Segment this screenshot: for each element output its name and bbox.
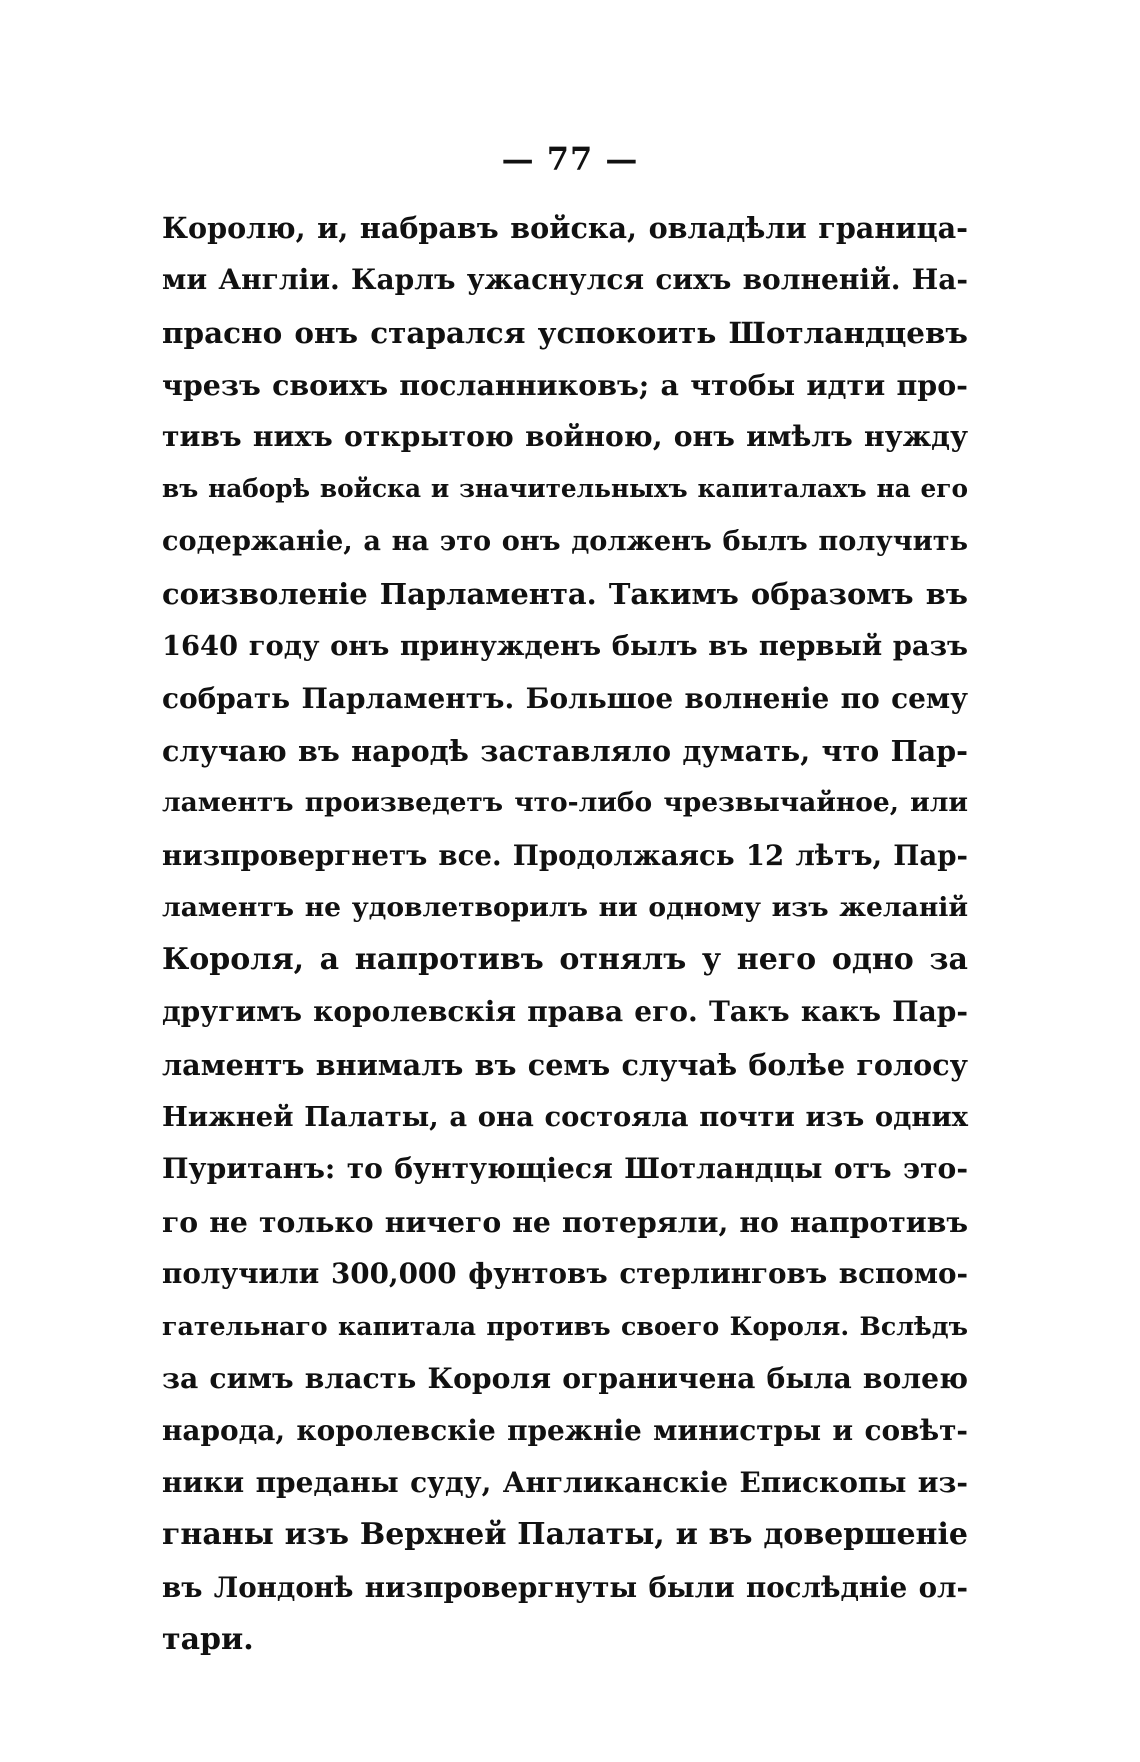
text-line: въ Лондонѣ низпровергнуты были послѣдніе ол- — [162, 1570, 968, 1604]
text-line: гнаны изъ Верхней Палаты, и въ довершеніе — [162, 1517, 968, 1553]
text-line: Короля, а напротивъ отнялъ у него одно за — [162, 942, 968, 978]
text-line: ники преданы суду, Англиканскіе Епископы из- — [162, 1466, 968, 1500]
text-line: тивъ нихъ открытою войною, онъ имѣлъ нужду — [162, 420, 968, 454]
text-line: 1640 году онъ принужденъ былъ въ первый разъ — [162, 630, 968, 663]
text-line: Королю, и, набравъ войска, овладѣли граница- — [162, 211, 968, 245]
text-line: народа, королевскіе прежніе министры и совѣт- — [162, 1413, 968, 1447]
text-line: тари. — [162, 1622, 254, 1658]
text-line: гательнаго капитала противъ своего Короля. Вслѣдъ — [162, 1311, 968, 1342]
text-line: въ наборѣ войска и значительныхъ капиталахъ на его — [162, 474, 968, 504]
text-line: ми Англіи. Карлъ ужаснулся сихъ волненій. На- — [162, 263, 968, 297]
text-line: ламентъ внималъ въ семъ случаѣ болѣе голосу — [162, 1047, 968, 1082]
text-line: низпровергнетъ все. Продолжаясь 12 лѣтъ, Пар- — [162, 838, 968, 872]
text-line: ламентъ произведетъ что-либо чрезвычайное, или — [162, 787, 968, 819]
text-line: случаю въ народѣ заставляло думать, что Пар- — [162, 733, 968, 768]
text-line: получили 300,000 фунтовъ стерлинговъ вспомо- — [162, 1256, 968, 1290]
text-line: другимъ королевскія права его. Такъ какъ Пар- — [162, 995, 968, 1029]
body-text — [162, 202, 968, 1666]
text-line: соизволеніе Парламента. Такимъ образомъ въ — [162, 577, 968, 612]
page-number: — 77 — — [501, 140, 639, 178]
text-line: содержаніе, а на это онъ долженъ былъ получить — [162, 525, 968, 557]
text-line: за симъ власть Короля ограничена была волею — [162, 1361, 968, 1395]
text-line: Нижней Палаты, а она состояла почти изъ одних — [162, 1101, 968, 1134]
text-line: собрать Парламентъ. Большое волненіе по сему — [162, 681, 968, 715]
text-line: чрезъ своихъ посланниковъ; а чтобы идти про- — [162, 367, 968, 402]
text-line: прасно онъ старался успокоить Шотландцевъ — [162, 314, 968, 350]
text-line: Пуританъ: то бунтующіеся Шотландцы отъ это- — [162, 1152, 968, 1186]
text-line: го не только ничего не потеряли, но напротивъ — [162, 1204, 968, 1239]
text-line: ламентъ не удовлетворилъ ни одному изъ желаній — [162, 891, 968, 923]
